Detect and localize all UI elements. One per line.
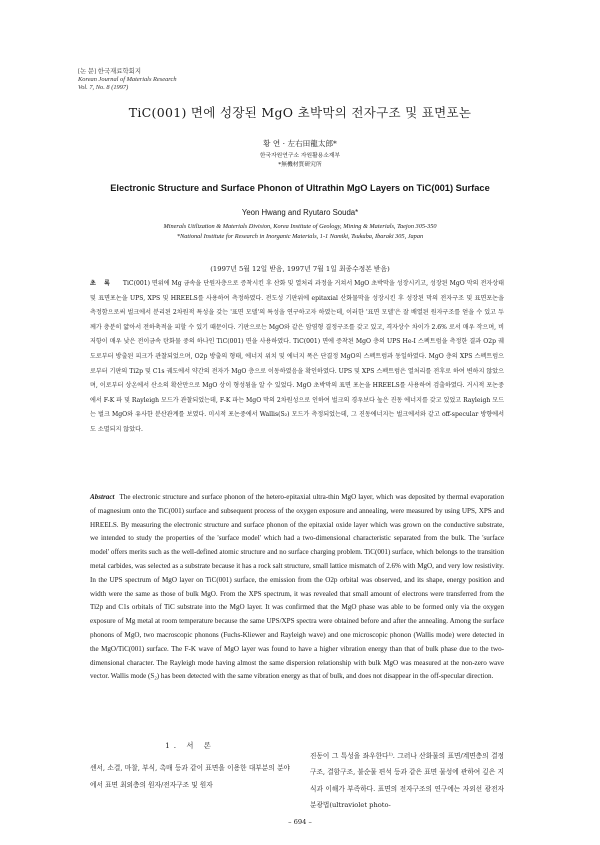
title-korean: TiC(001) 면에 성장된 MgO 초박막의 전자구조 및 표면포논	[128, 105, 472, 120]
abstract-korean-label: 초 록	[90, 280, 113, 287]
body-text-left: 센서, 소결, 마찰, 부식, 촉매 등과 같이 표면을 이용한 대부분의 분야에서 표면 최외층의 원자/전자구조 및 원자	[90, 764, 290, 789]
affiliation-korean-2: *無機材質研究所	[278, 161, 322, 168]
section-heading: 1. 서 론	[165, 741, 215, 750]
affiliation-korean	[0, 152, 600, 169]
journal-line-1: [논 문] 한국재료학회지	[78, 68, 142, 75]
affiliation-english	[0, 222, 600, 242]
abstract-korean-text: TiC(001) 면위에 Mg 금속을 단원자층으로 증착시킨 후 산화 및 열처리 과정을 거쳐서 MgO 초박막을 성장시키고, 성장된 MgO 막의 전자상태 및 표면포논을 UPS, XPS 및 HREELS를 사용하여 측정하였다. 전도성 기판위에 epitaxial 산화물막을 성장시킨 후 성장된 막의 전자구조 및 표면포논을 측정함으로써 벌크에서 분리된 2차원적 특성을 갖는 '표면 모델'의 특성을 연구하고자 하였는데, 이러한 '표면 모델'은 잘 배열된 원자구조를 얻을 수 있고 두께가 충분히 얇아서 전하축적을 피할 수 있기 때문이다. 기판으로는 MgO와 같은 암염형 결정구조를 갖고 있고, 격자상수 차이가 2.6% 로서 매우 작으며, 비저항이 매우 낮은 전이금속 탄화물 중의 하나인 TiC(001) 면을 사용하였다. TiC(001) 면에 증착된 MgO 층의 UPS He-I 스펙트럼을 측정한 결과 O2p 궤도로부터 방출된 피크가 관찰되었으며, O2p 방출의 형태, 에너지 위치 및 에너지 폭은 단결정 MgO의 스펙트럼과 동일하였다. MgO 층의 XPS 스펙트럼으로부터 기판의 Ti2p 및 C1s 궤도에서 약간의 전자가 MgO 층으로 이동하였음을 확인하였다. UPS 및 XPS 스펙트럼은 열처리를 전후로 하여 변하지 않았으며, 이로부터 상온에서 산소의 확산만으로 MgO 상이 형성됨을 알 수 있었다. MgO 초박막의 표면 포논을 HREELS를 사용하여 검출하였다. 거시적 포논중에서 F-K 파 및 Rayleigh 모드가 관찰되었는데, F-K 파는 MgO 막의 2차원성으로 인하여 벌크의 경우보다 높은 진동 에너지를 갖고 있었고 Rayleigh 모드는 벌크 MgO와 유사한 분산관계를 보였다. 미시적 포논중에서 Wallis(S₂) 모드가 측정되었는데, 그 진동에너지는 벌크에서와 같고 off-specular 방향에서도 소멸되지 않았다.	[90, 280, 504, 433]
body-column-left	[90, 738, 290, 793]
affiliation-english-2: *National Institute for Research in Inorganic Materials, 1-1 Namiki, Tsukuba, Ibaraki 305, Japan	[176, 233, 424, 240]
journal-line-3: Vol. 7, No. 8 (1997)	[78, 84, 129, 91]
affiliation-korean-1: 한국자원연구소 자원활용소재부	[259, 153, 341, 159]
body-text-right: 진동이 그 특성을 좌우한다¹⁾. 그러나 산화물의 표면/계면층의 결정구조, 결함구조, 불순물 편석 등과 같은 표면 물성에 관하여 깊은 지식과 이해가 부족하다. 표면의 전자구조의 연구에는 자외선 광전자 분광법(ultraviolet photo-	[310, 752, 504, 810]
affiliation-english-1: Minerals Utilization & Materials Division, Korea Institute of Geology, Mining & Materials, Taejon 305-350	[163, 223, 437, 230]
title-english: Electronic Structure and Surface Phonon of Ultrathin MgO Layers on TiC(001) Surface	[110, 183, 490, 193]
journal-header	[78, 68, 177, 92]
journal-line-2: Korean Journal of Materials Research	[78, 76, 177, 83]
abstract-english-text: The electronic structure and surface phonon of the hetero-epitaxial ultra-thin MgO layer, which was deposited by thermal evaporation of magnesium onto the TiC(001) surface and subsequent process of the oxygen exposure and annealing, were measured by using UPS, XPS and HREELS. By measuring the electronic structure and surface phonon of the epitaxial oxide layer which was grown on the conductive substrate, we intended to study the properties of the 'surface model' which had a two-dimensional characteristic separated from the bulk. The 'surface model' offers merits such as the well-defined atomic structure and no surface charging problem. TiC(001) surface, which belongs to the transition metal carbides, was selected as a substrate because it has a rock salt structure, small lattice mismatch of 2.6% with MgO, and very low resistivity. In the UPS spectrum of MgO layer on TiC(001) surface, the emission from the O2p orbital was observed, and its shape, energy position and width were the same as those of bulk MgO. From the XPS spectrum, it was revealed that small amount of electrons were transferred from the Ti2p and C1s orbitals of TiC substrate into the MgO layer. It was confirmed that the MgO phase was able to be formed only via the oxygen exposure of Mg metal at room temperature because the same UPS/XPS spectra were obtained before and after the annealing. Among the surface phonons of MgO, two macroscopic phonons (Fuchs-Kliewer and Rayleigh wave) and one microscopic phonon (Wallis mode) were detected in the MgO/TiC(001) surface. The F-K wave of MgO layer was found to have a higher vibration energy than that of bulk phase due to the two-dimensional character. The Rayleigh mode having almost the same dispersion relationship with bulk MgO was measured at the non-zero wave vector. Wallis mode (S₂) has been detected with the same vibration energy as that of bulk, and does not disappear in the off-specular direction.	[90, 493, 504, 681]
page-number: – 694 –	[288, 818, 312, 826]
abstract-english-label: Abstract	[90, 493, 115, 501]
received-dates: (1997년 5월 12일 받음, 1997년 7월 1일 최종수정본 받음)	[210, 265, 390, 273]
authors-english: Yeon Hwang and Ryutaro Souda*	[241, 208, 359, 217]
authors-korean: 황 연 · 左右田龍太郎*	[263, 139, 337, 148]
abstract-english	[90, 491, 504, 684]
abstract-korean	[90, 277, 504, 438]
body-column-right	[310, 748, 504, 814]
